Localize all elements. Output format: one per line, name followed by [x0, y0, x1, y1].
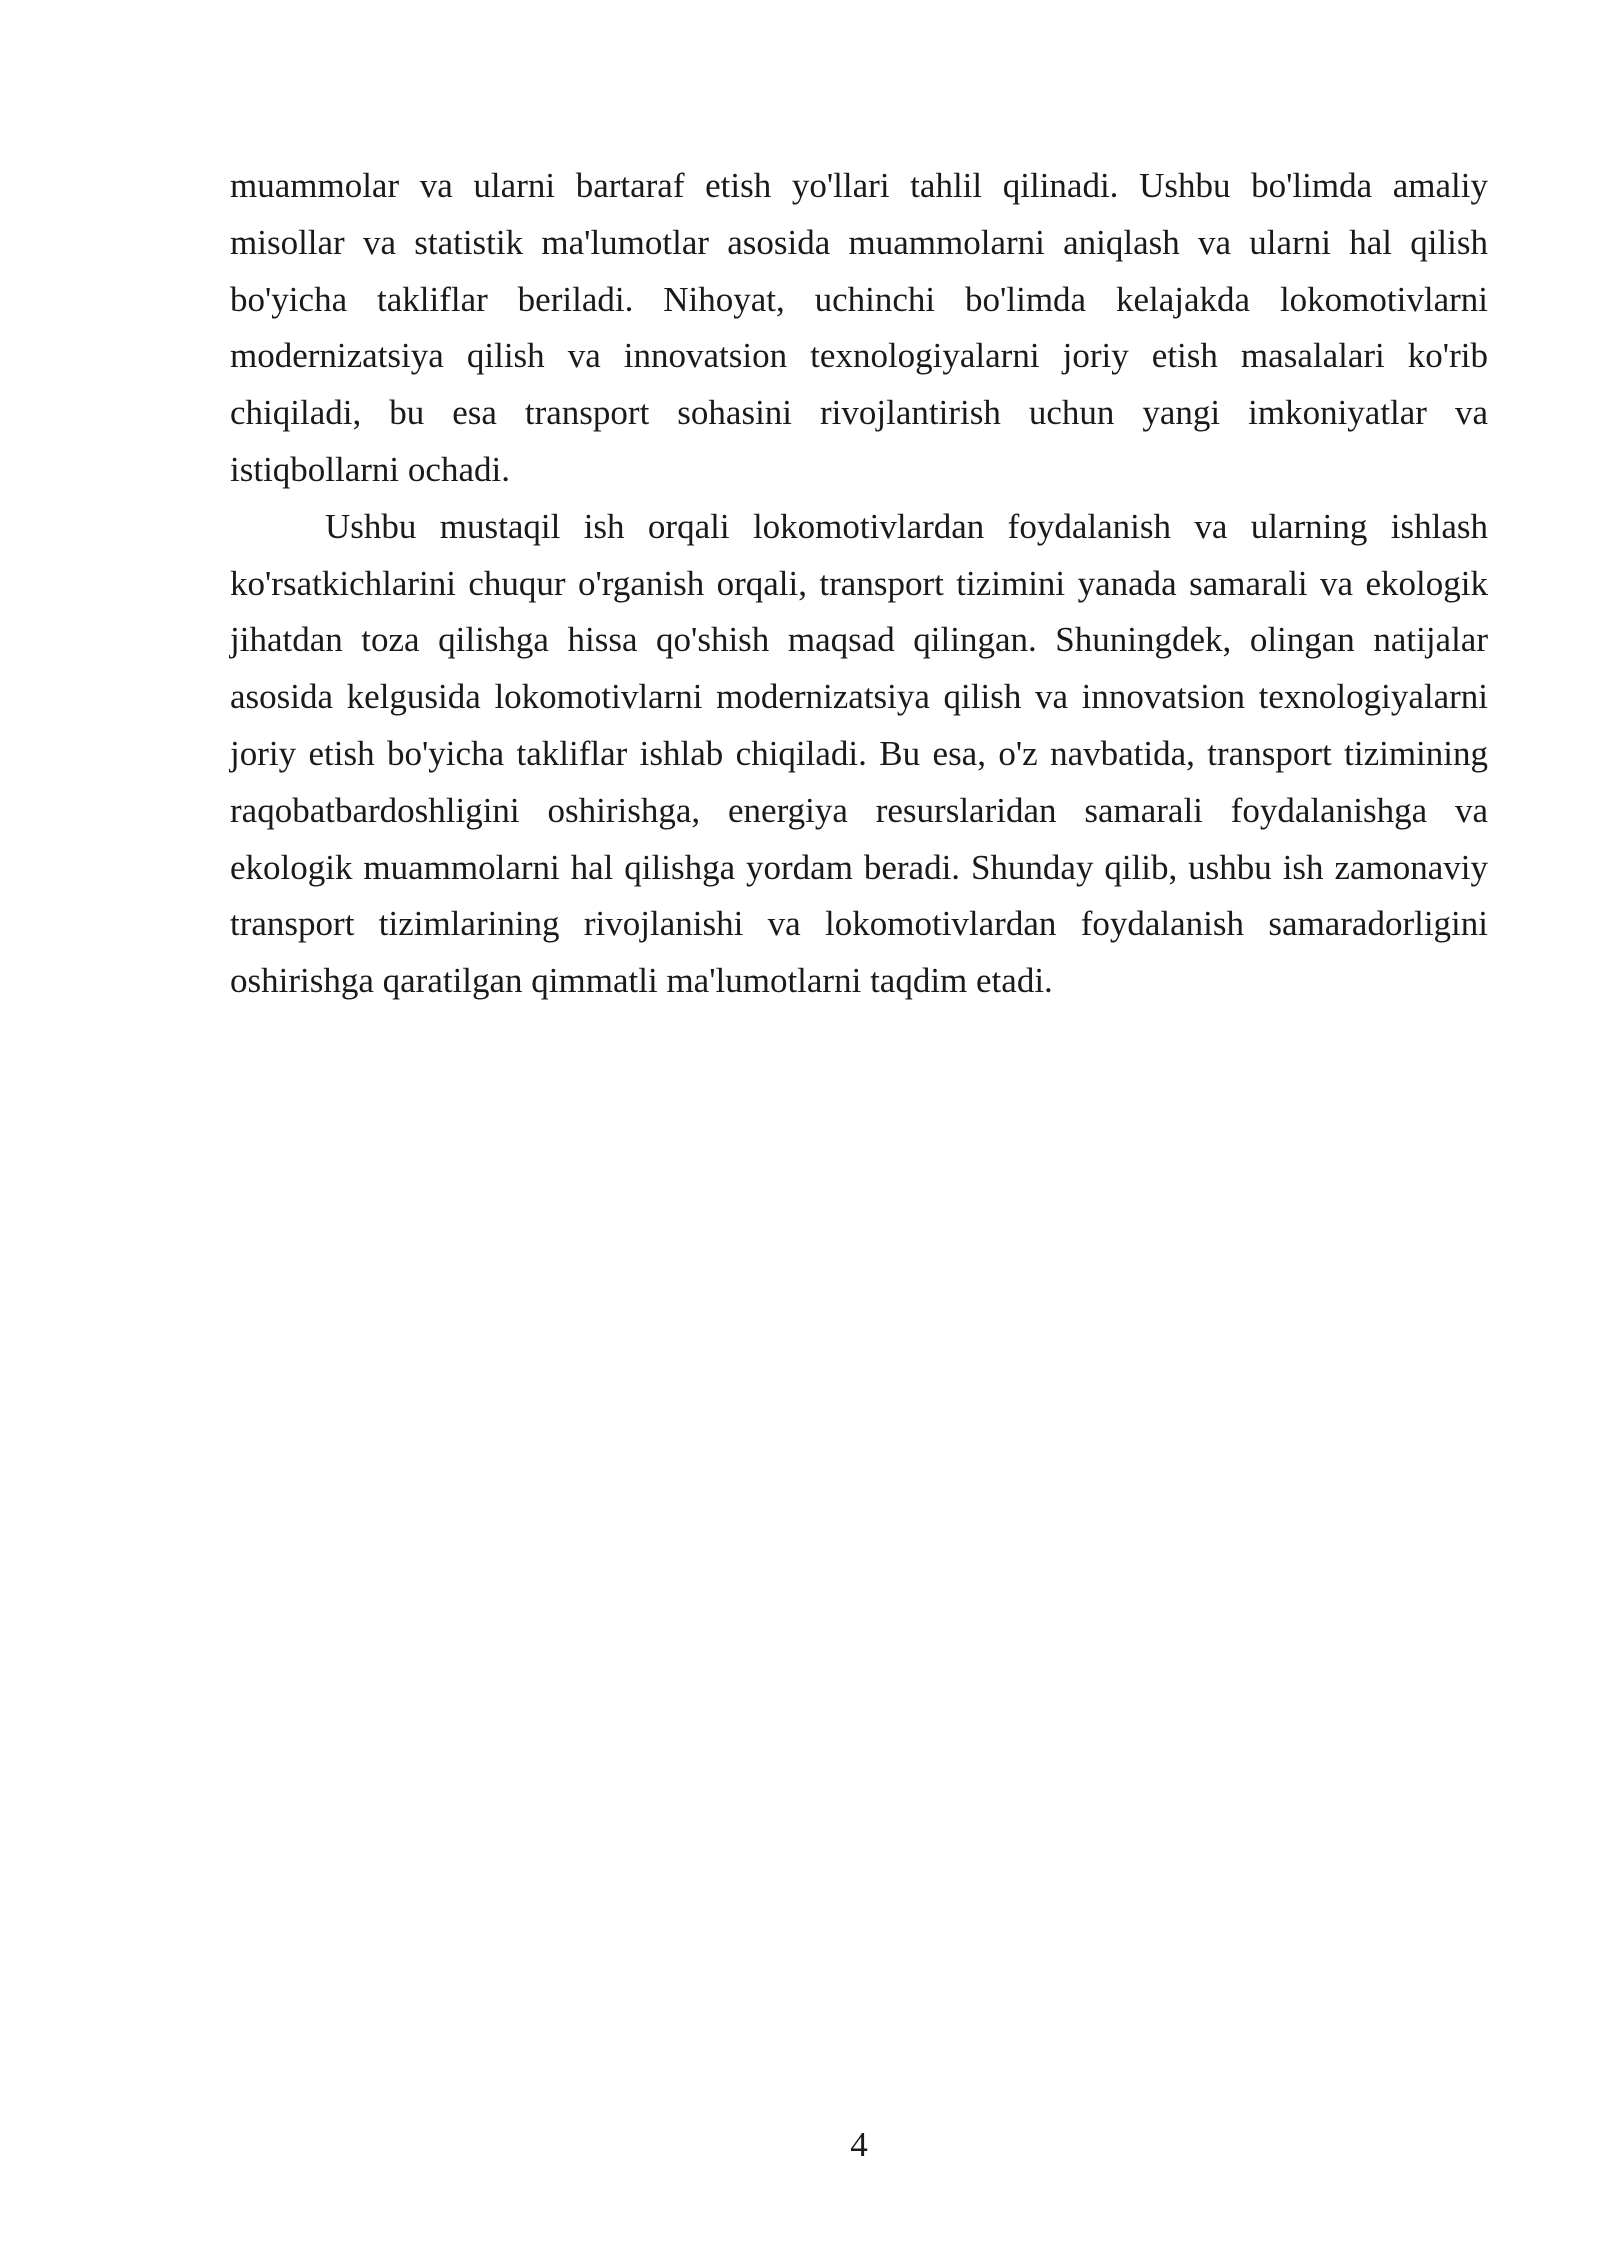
paragraph-continuation: muammolar va ularni bartaraf etish yo'llari tahlil qilinadi. Ushbu bo'limda amaliy misollar va statistik ma'lumotlar asosida muammolarni aniqlash va ularni hal qilish bo'yicha takliflar beriladi. Nihoyat, uchinchi bo'limda kelajakda lokomotivlarni modernizatsiya qilish va innovatsion texnologiyalarni joriy etish masalalari ko'rib chiqiladi, bu esa transport sohasini rivojlantirish uchun yangi imkoniyatlar va istiqbollarni ochadi.	[230, 166, 1488, 489]
body-text	[230, 158, 1488, 1010]
paragraph: Ushbu mustaqil ish orqali lokomotivlardan foydalanish va ularning ishlash ko'rsatkichlarini chuqur o'rganish orqali, transport tizimini yanada samarali va ekologik jihatdan toza qilishga hissa qo'shish maqsad qilingan. Shuningdek, olingan natijalar asosida kelgusida lokomotivlarni modernizatsiya qilish va innovatsion texnologiyalarni joriy etish bo'yicha takliflar ishlab chiqiladi. Bu esa, o'z navbatida, transport tizimining raqobatbardoshligini oshirishga, energiya resurslaridan samarali foydalanishga va ekologik muammolarni hal qilishga yordam beradi. Shunday qilib, ushbu ish zamonaviy transport tizimlarining rivojlanishi va lokomotivlardan foydalanish samaradorligini oshirishga qaratilgan qimmatli ma'lumotlarni taqdim etadi.	[230, 506, 1488, 1001]
page-number: 4	[850, 2125, 868, 2164]
